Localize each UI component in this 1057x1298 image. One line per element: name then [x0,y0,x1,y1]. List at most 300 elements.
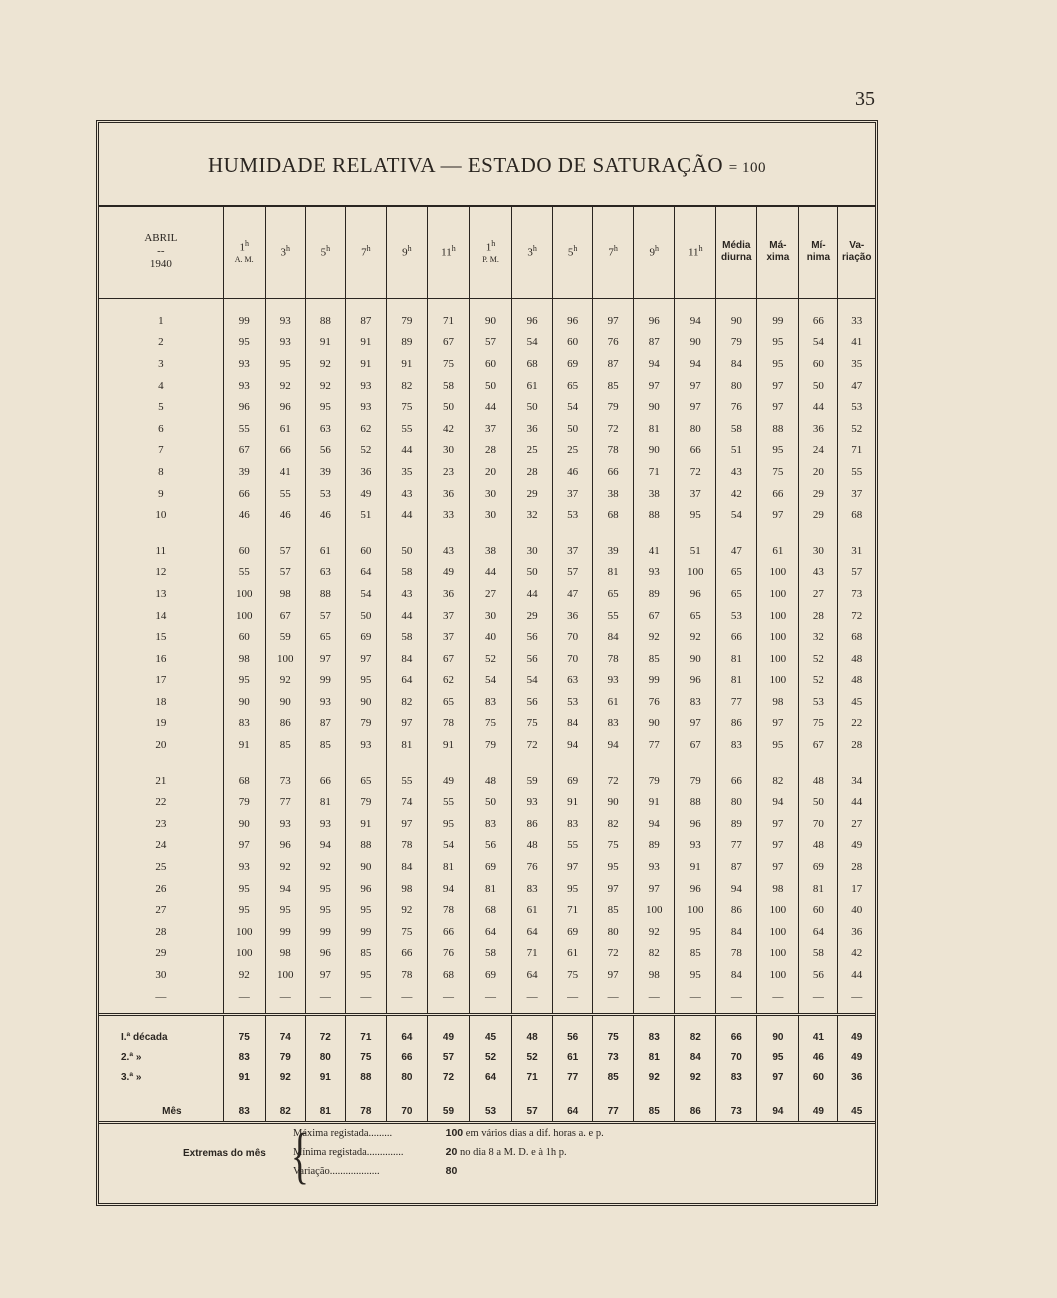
value-cell: 78 [716,943,757,965]
summary-cell: 80 [386,1067,427,1087]
value-cell: 42 [851,947,863,960]
value-cell: — [470,986,512,1008]
value-cell: 33 [851,314,863,327]
value-cell: 90 [265,691,305,713]
value-cell: 36 [427,583,469,605]
value-cell: 37 [675,483,716,505]
value-cell: 29 [512,483,553,505]
summary-cell: 74 [265,1027,305,1047]
value-cell: 67 [223,440,265,462]
summary-cell: 92 [265,1067,305,1087]
table-row [99,310,875,332]
min-value: 20 [445,1146,458,1158]
value-cell: 60 [345,540,386,562]
value-cell: 36 [427,483,469,505]
value-cell: 95 [345,964,386,986]
summary-cell: 71 [345,1027,386,1047]
day-cell: 4 [99,375,223,397]
summary-cell: 91 [223,1067,265,1087]
value-cell: 95 [757,734,799,756]
table-row [99,648,875,670]
value-cell: 97 [223,835,265,857]
value-cell: 74 [386,791,427,813]
value-cell: 49 [345,483,386,505]
value-cell: 66 [593,461,634,483]
value-cell: 83 [512,878,553,900]
value-cell: 99 [345,921,386,943]
value-cell: 65 [553,375,593,397]
value-cell: 17 [851,882,863,895]
value-cell: 61 [512,375,553,397]
value-cell: 79 [593,396,634,418]
summary-row [99,1027,875,1047]
value-cell: 20 [470,461,512,483]
summary-cell: 61 [553,1047,593,1067]
day-cell: 25 [99,856,223,878]
page-number: 35 [855,88,875,110]
value-cell: 81 [470,878,512,900]
value-cell: 78 [427,899,469,921]
value-cell: 79 [470,734,512,756]
value-cell: — [427,986,469,1008]
value-cell: 38 [470,540,512,562]
value-cell: 79 [345,713,386,735]
value-cell: 92 [305,375,345,397]
value-cell: 53 [799,691,838,713]
value-cell: 55 [223,562,265,584]
column-header [838,205,875,299]
value-cell: 67 [799,734,838,756]
value-cell: 65 [305,626,345,648]
summary-label: I.ª década [99,1027,223,1047]
value-cell: 80 [716,375,757,397]
column-header-label: 5$^h$ [567,243,578,259]
value-cell: — [553,986,593,1008]
value-cell: 57 [553,562,593,584]
value-cell: 83 [223,713,265,735]
value-cell: 91 [345,332,386,354]
value-cell: 93 [675,835,716,857]
summary-label: Mês [99,1101,223,1123]
value-cell: 68 [470,899,512,921]
value-cell: 50 [427,396,469,418]
value-cell: 97 [305,964,345,986]
value-cell: 92 [223,964,265,986]
summary-cell: 70 [716,1047,757,1067]
table-row [99,483,875,505]
summary-cell: 95 [757,1047,799,1067]
summary-cell: 83 [634,1027,675,1047]
value-cell: — [512,986,553,1008]
table-row [99,899,875,921]
day-cell: 14 [99,605,223,627]
value-cell: 38 [593,483,634,505]
humidity-table [99,205,875,1124]
value-cell: 28 [799,605,838,627]
value-cell: 88 [305,310,345,332]
value-cell: 60 [223,626,265,648]
value-cell: 79 [223,791,265,813]
value-cell: 64 [345,562,386,584]
summary-cell: 81 [305,1101,345,1123]
column-header [553,205,593,299]
value-cell: — [305,986,345,1008]
day-cell: 22 [99,791,223,813]
value-cell: 85 [593,899,634,921]
value-cell: 54 [716,504,757,526]
value-cell: 34 [851,774,863,787]
value-cell: 85 [675,943,716,965]
value-cell: 96 [265,396,305,418]
value-cell: 82 [634,943,675,965]
value-cell: 39 [305,461,345,483]
value-cell: 69 [799,856,838,878]
summary-cell: 57 [512,1101,553,1123]
value-cell: 95 [265,899,305,921]
value-cell: 90 [345,856,386,878]
day-cell: 29 [99,943,223,965]
value-cell: 87 [305,713,345,735]
summary-cell: 66 [386,1047,427,1067]
value-cell: 64 [386,670,427,692]
value-cell: 90 [716,310,757,332]
column-header [386,205,427,299]
summary-cell: 64 [470,1067,512,1087]
value-cell: 71 [634,461,675,483]
value-cell: 43 [716,461,757,483]
summary-cell: 79 [265,1047,305,1067]
summary-row [99,1067,875,1087]
summary-cell: 82 [675,1027,716,1047]
value-cell: 83 [593,713,634,735]
value-cell: 72 [593,943,634,965]
day-cell: 18 [99,691,223,713]
value-cell: 61 [265,418,305,440]
value-cell: — [386,986,427,1008]
summary-cell: 73 [593,1047,634,1067]
summary-cell: 53 [470,1101,512,1123]
value-cell: 54 [799,332,838,354]
value-cell: 69 [470,856,512,878]
value-cell: 95 [675,964,716,986]
value-cell: 88 [634,504,675,526]
value-cell: 76 [512,856,553,878]
column-header-sub: A. M. [234,254,254,264]
column-header-label: 9$^h$ [402,243,412,259]
value-cell: 90 [593,791,634,813]
value-cell: 77 [634,734,675,756]
value-cell: 79 [386,310,427,332]
summary-cell: 57 [427,1047,469,1067]
value-cell: 97 [757,856,799,878]
value-cell: 63 [305,418,345,440]
value-cell: 77 [716,835,757,857]
column-header-sub: P. M. [482,254,499,264]
value-cell: 56 [470,835,512,857]
column-header-sub: riação [841,251,872,263]
value-cell: 55 [265,483,305,505]
value-cell: 46 [223,504,265,526]
spacer-row [99,1015,875,1028]
value-cell: 81 [634,418,675,440]
table-row [99,835,875,857]
value-cell: 95 [345,899,386,921]
value-cell: 52 [799,648,838,670]
value-cell: 92 [675,626,716,648]
value-cell: 22 [851,717,863,730]
value-cell: 96 [345,878,386,900]
value-cell: — [675,986,716,1008]
value-cell: 100 [757,964,799,986]
value-cell: 75 [386,396,427,418]
value-cell: 80 [593,921,634,943]
value-cell: 67 [427,332,469,354]
summary-cell: 48 [512,1027,553,1047]
value-cell: 97 [345,648,386,670]
value-cell: 97 [386,813,427,835]
value-cell: 44 [386,605,427,627]
value-cell: 85 [305,734,345,756]
value-cell: 37 [553,540,593,562]
value-cell: 47 [553,583,593,605]
value-cell: 48 [799,770,838,792]
value-cell: — [634,986,675,1008]
value-cell: 42 [427,418,469,440]
value-cell: 51 [675,540,716,562]
value-cell: 53 [716,605,757,627]
value-cell: 30 [427,440,469,462]
value-cell: 97 [675,396,716,418]
summary-cell: 72 [305,1027,345,1047]
value-cell: 80 [675,418,716,440]
value-cell: 51 [345,504,386,526]
column-header-sub: xima [766,251,790,263]
value-cell: 84 [593,626,634,648]
table-row [99,375,875,397]
value-cell: 79 [675,770,716,792]
value-cell: 66 [799,310,838,332]
value-cell: 54 [345,583,386,605]
day-cell: 1 [99,310,223,332]
value-cell: 68 [427,964,469,986]
value-cell: 58 [386,626,427,648]
value-cell: 96 [675,670,716,692]
value-cell: 61 [757,540,799,562]
value-cell: 65 [716,583,757,605]
summary-cell: 81 [634,1047,675,1067]
value-cell: 100 [223,605,265,627]
value-cell: 90 [470,310,512,332]
table-row [99,791,875,813]
value-cell: 79 [716,332,757,354]
value-cell: 88 [675,791,716,813]
value-cell: 96 [512,310,553,332]
value-cell: 67 [675,734,716,756]
value-cell: 97 [593,964,634,986]
value-cell: 64 [512,964,553,986]
value-cell: 100 [675,562,716,584]
value-cell: 44 [470,562,512,584]
column-header-label: 11$^h$ [687,243,703,259]
day-cell: 13 [99,583,223,605]
value-cell: 96 [675,878,716,900]
value-cell: 61 [593,691,634,713]
value-cell: 100 [265,648,305,670]
value-cell: 91 [553,791,593,813]
value-cell: 100 [223,921,265,943]
value-cell: 81 [386,734,427,756]
value-cell: 91 [345,813,386,835]
value-cell: 50 [512,396,553,418]
day-cell: 27 [99,899,223,921]
table-row [99,734,875,756]
value-cell: 93 [345,396,386,418]
summary-cell: 64 [553,1101,593,1123]
value-cell: 71 [427,310,469,332]
day-cell: 17 [99,670,223,692]
value-cell: 41 [634,540,675,562]
value-cell: 70 [553,626,593,648]
value-cell: 78 [593,648,634,670]
value-cell: 76 [427,943,469,965]
value-cell: 84 [716,353,757,375]
value-cell: 91 [427,734,469,756]
summary-cell: 92 [634,1067,675,1087]
day-cell: 24 [99,835,223,857]
value-cell: 76 [593,332,634,354]
value-cell: 53 [851,401,863,414]
summary-cell: 45 [838,1101,875,1123]
value-cell: 66 [675,440,716,462]
value-cell: 59 [512,770,553,792]
value-cell: 96 [553,310,593,332]
value-cell: 57 [265,540,305,562]
value-cell: 81 [799,878,838,900]
value-cell: 28 [470,440,512,462]
column-header-label: 5$^h$ [320,243,331,259]
table-row [99,964,875,986]
day-cell: 7 [99,440,223,462]
value-cell: 93 [265,813,305,835]
table-title [99,153,875,178]
value-cell: 46 [553,461,593,483]
value-cell: 69 [345,626,386,648]
value-cell: 59 [265,626,305,648]
summary-cell: 64 [386,1027,427,1047]
value-cell: 90 [345,691,386,713]
day-cell: 26 [99,878,223,900]
value-cell: 94 [265,878,305,900]
value-cell: 82 [386,691,427,713]
value-cell: 30 [470,483,512,505]
table-row [99,605,875,627]
value-cell: 68 [512,353,553,375]
value-cell: 36 [851,925,863,938]
value-cell: 93 [345,375,386,397]
value-cell: 56 [512,691,553,713]
value-cell: 44 [512,583,553,605]
value-cell: 95 [553,878,593,900]
value-cell: 55 [427,791,469,813]
max-line [293,1124,604,1143]
value-cell: 72 [593,418,634,440]
value-cell: 75 [593,835,634,857]
value-cell: 57 [305,605,345,627]
value-cell: 100 [757,626,799,648]
value-cell: 98 [634,964,675,986]
value-cell: 66 [716,626,757,648]
value-cell: 96 [675,813,716,835]
value-cell: 75 [799,713,838,735]
value-cell: 38 [634,483,675,505]
value-cell: 47 [851,379,863,392]
value-cell: 88 [305,583,345,605]
value-cell: 98 [265,943,305,965]
value-cell: 77 [265,791,305,813]
value-cell: 50 [470,791,512,813]
var-label: Variação................... [293,1166,380,1177]
value-cell: 56 [305,440,345,462]
value-cell: 95 [305,899,345,921]
value-cell: 69 [553,770,593,792]
spacer-row [99,526,875,540]
value-cell: 100 [757,583,799,605]
value-cell: 100 [634,899,675,921]
table-row [99,943,875,965]
summary-cell: 97 [757,1067,799,1087]
table-row [99,856,875,878]
value-cell: 75 [386,921,427,943]
value-cell: 54 [427,835,469,857]
table-row [99,583,875,605]
column-header [716,205,757,299]
table-row [99,813,875,835]
title-value: = 100 [728,160,766,176]
value-cell: 79 [634,770,675,792]
value-cell: 52 [799,670,838,692]
value-cell: 42 [716,483,757,505]
summary-cell: 86 [675,1101,716,1123]
value-cell: 77 [716,691,757,713]
value-cell: 94 [757,791,799,813]
summary-cell: 83 [223,1047,265,1067]
value-cell: 86 [716,713,757,735]
value-cell: 84 [386,648,427,670]
value-cell: 20 [799,461,838,483]
value-cell: 50 [553,418,593,440]
value-cell: 83 [716,734,757,756]
value-cell: 95 [757,332,799,354]
value-cell: 23 [427,461,469,483]
day-cell: 10 [99,504,223,526]
value-cell: 87 [716,856,757,878]
value-cell: 97 [675,375,716,397]
table-row [99,540,875,562]
column-header [427,205,469,299]
table-row [99,562,875,584]
value-cell: 30 [470,605,512,627]
value-cell: 32 [512,504,553,526]
value-cell: 51 [716,440,757,462]
day-cell: 19 [99,713,223,735]
value-cell: 95 [757,353,799,375]
value-cell: 58 [799,943,838,965]
value-cell: 60 [470,353,512,375]
value-cell: 33 [427,504,469,526]
value-cell: 55 [386,770,427,792]
day-cell: 16 [99,648,223,670]
summary-cell: 77 [593,1101,634,1123]
